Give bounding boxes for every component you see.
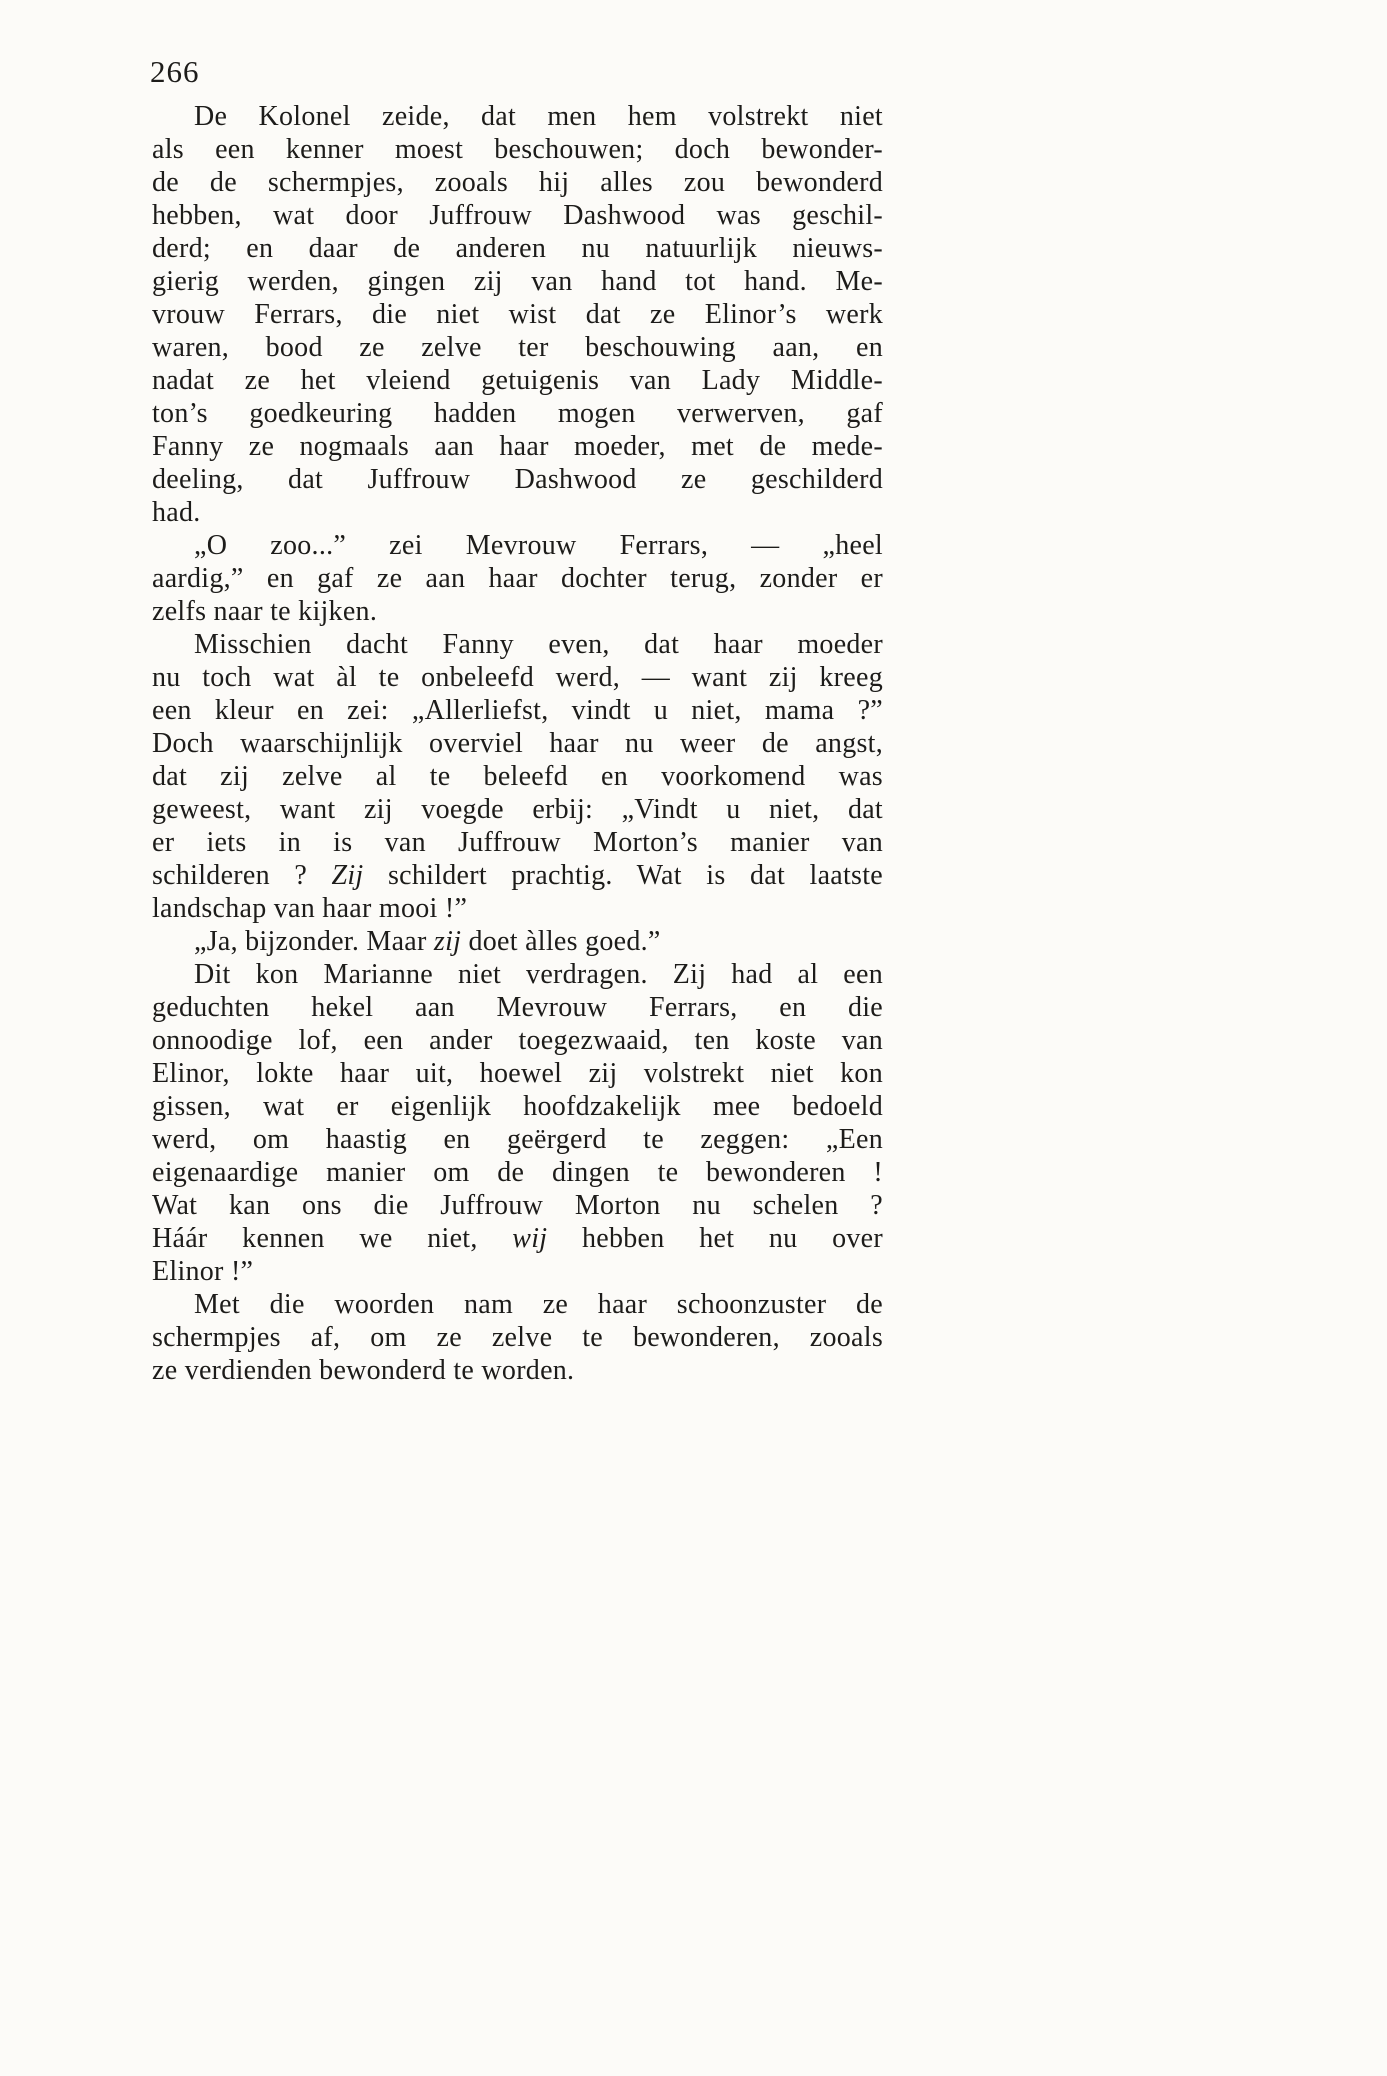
text-line: de de schermpjes, zooals hij alles zou bewonderd	[152, 167, 883, 198]
text-line: derd; en daar de anderen nu natuurlijk nieuws-	[152, 233, 883, 264]
text-line: schermpjes af, om ze zelve te bewonderen, zooals	[152, 1322, 883, 1353]
paragraph	[152, 628, 883, 925]
text-line: nu toch wat àl te onbeleefd werd, — want zij kreeg	[152, 662, 883, 693]
text-line: Met die woorden nam ze haar schoonzuster de	[194, 1289, 883, 1320]
text-line: aardig,” en gaf ze aan haar dochter terug, zonder er	[152, 563, 883, 594]
text-line: De Kolonel zeide, dat men hem volstrekt niet	[194, 101, 883, 132]
text-line: dat zij zelve al te beleefd en voorkomend was	[152, 761, 883, 792]
text-line: als een kenner moest beschouwen; doch bewonder-	[152, 134, 883, 165]
text-block	[152, 100, 883, 1387]
text-line: Elinor !”	[152, 1256, 254, 1287]
text-line: geweest, want zij voegde erbij: „Vindt u niet, dat	[152, 794, 883, 825]
text-line: gierig werden, gingen zij van hand tot hand. Me-	[152, 266, 883, 297]
text-line: gissen, wat er eigenlijk hoofdzakelijk mee bedoeld	[152, 1091, 883, 1122]
text-line: hebben, wat door Juffrouw Dashwood was geschil-	[152, 200, 883, 231]
text-line: geduchten hekel aan Mevrouw Ferrars, en die	[152, 992, 883, 1023]
text-line: nadat ze het vleiend getuigenis van Lady Middle-	[152, 365, 883, 396]
text-line: Elinor, lokte haar uit, hoewel zij volstrekt niet kon	[152, 1058, 883, 1089]
text-line: Fanny ze nogmaals aan haar moeder, met de mede-	[152, 431, 883, 462]
paragraph	[152, 925, 883, 958]
text-line: „O zoo...” zei Mevrouw Ferrars, — „heel	[194, 530, 883, 561]
paragraph	[152, 958, 883, 1288]
text-line: waren, bood ze zelve ter beschouwing aan, en	[152, 332, 883, 363]
text-line: Dit kon Marianne niet verdragen. Zij had al een	[194, 959, 883, 990]
text-line: vrouw Ferrars, die niet wist dat ze Elinor’s werk	[152, 299, 883, 330]
text-line: ton’s goedkeuring hadden mogen verwerven, gaf	[152, 398, 883, 429]
text-line: eigenaardige manier om de dingen te bewonderen !	[152, 1157, 883, 1188]
text-line: een kleur en zei: „Allerliefst, vindt u niet, mama ?”	[152, 695, 883, 726]
text-line: werd, om haastig en geërgerd te zeggen: „Een	[152, 1124, 883, 1155]
text-line: Wat kan ons die Juffrouw Morton nu schelen ?	[152, 1190, 883, 1221]
text-line: zelfs naar te kijken.	[152, 596, 378, 627]
text-line: deeling, dat Juffrouw Dashwood ze geschilderd	[152, 464, 883, 495]
paragraph	[152, 529, 883, 628]
paragraph	[152, 100, 883, 529]
text-line: Doch waarschijnlijk overviel haar nu weer de angst,	[152, 728, 883, 759]
text-line: Misschien dacht Fanny even, dat haar moeder	[194, 629, 883, 660]
text-line: „Ja, bijzonder. Maar zij doet àlles goed.”	[194, 926, 661, 957]
text-line: schilderen ? Zij schildert prachtig. Wat is dat laatste	[152, 860, 883, 891]
text-line: Háár kennen we niet, wij hebben het nu over	[152, 1223, 883, 1254]
page-number: 266	[150, 54, 200, 89]
paragraph	[152, 1288, 883, 1387]
text-line: landschap van haar mooi !”	[152, 893, 468, 924]
text-line: er iets in is van Juffrouw Morton’s manier van	[152, 827, 883, 858]
text-line: ze verdienden bewonderd te worden.	[152, 1355, 575, 1386]
text-line: had.	[152, 497, 201, 528]
text-line: onnoodige lof, een ander toegezwaaid, ten koste van	[152, 1025, 883, 1056]
